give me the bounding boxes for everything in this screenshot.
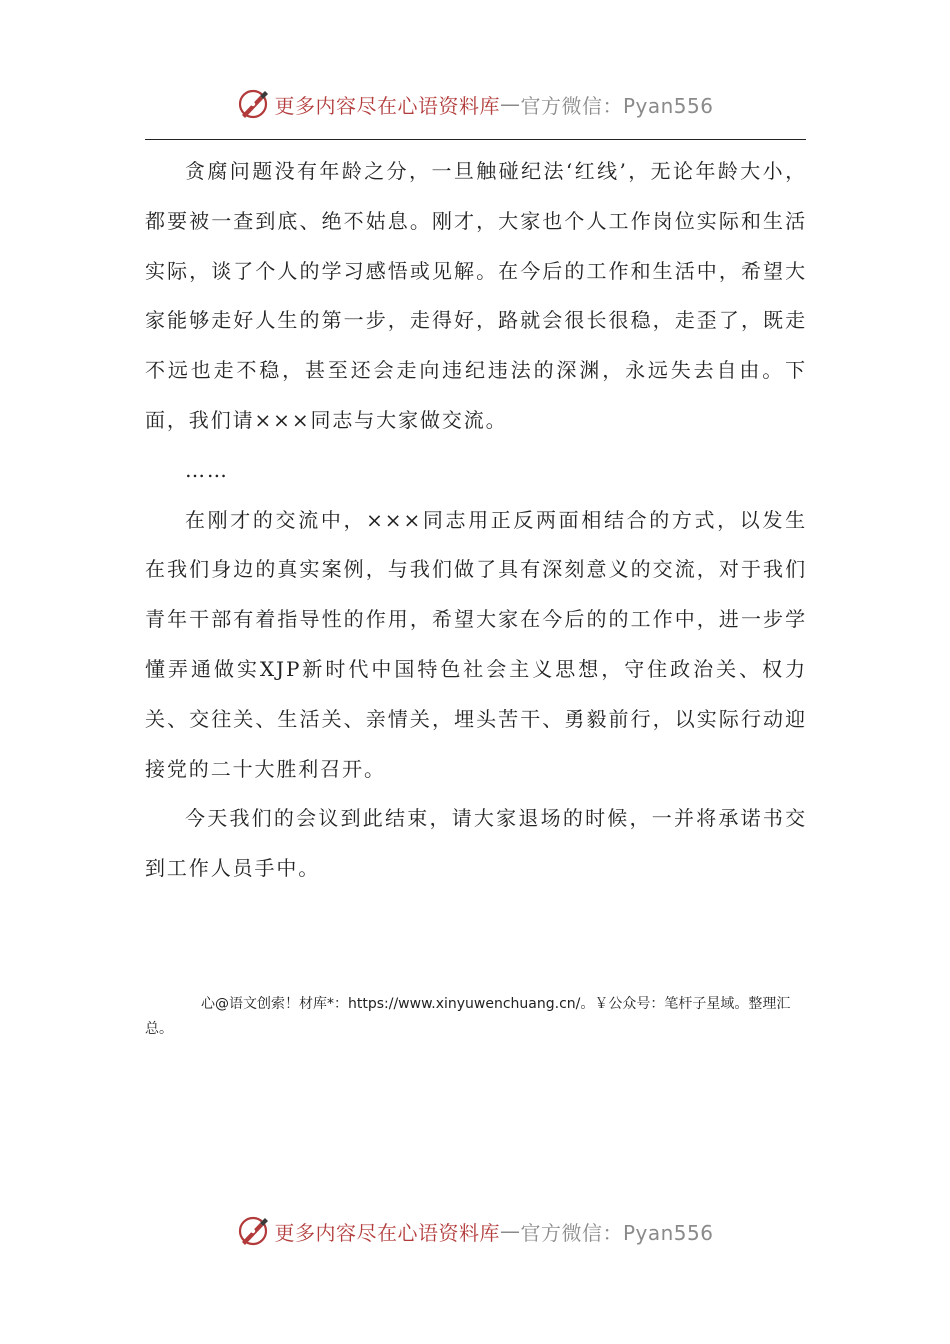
header-wechat-text: 官方微信：Pyan556 (520, 93, 714, 118)
paragraph-1: 贪腐问题没有年龄之分，一旦触碰纪法‘红线’，无论年龄大小，都要被一查到底、绝不姑息。刚才，大家也个人工作岗位实际和生活实际，谈了个人的学习感悟或见解。在今后的工作和生活中，希望大家能够走好人生的第一步，走得好，路就会很长很稳，走歪了，既走不远也走不稳，甚至还会走向违纪违法的深渊，永远失去自由。下面，我们请×××同志与大家做交流。 (145, 159, 807, 432)
source-note: 心@语文创索！材库*：https://www.xinyuwenchuang.cn/。￥公众号：笔杆子星域。整理汇总。 (145, 996, 791, 1037)
paragraph-ellipsis: …… (185, 457, 229, 482)
footer-banner (0, 1211, 950, 1251)
pen-logo-icon (236, 87, 270, 121)
header-brand-text: 更多内容尽在心语资料库 (274, 93, 500, 118)
pen-logo-icon (236, 1214, 270, 1248)
footer-brand-text: 更多内容尽在心语资料库 (274, 1220, 500, 1245)
paragraph-2: 在刚才的交流中，×××同志用正反两面相结合的方式，以发生在我们身边的真实案例，与我们做了具有深刻意义的交流，对于我们青年干部有着指导性的作用，希望大家在今后的的工作中，进一步学懂弄通做实XJP新时代中国特色社会主义思想，守住政治关、权力关、交往关、生活关、亲情关，埋头苦干、勇毅前行，以实际行动迎接党的二十大胜利召开。 (145, 507, 807, 781)
footer-wechat-text: 官方微信：Pyan556 (520, 1220, 714, 1245)
footer-dash: — (499, 1219, 521, 1243)
paragraph-3: 今天我们的会议到此结束，请大家退场的时候，一并将承诺书交到工作人员手中。 (145, 806, 807, 881)
header-dash: — (499, 92, 521, 116)
header-divider (145, 139, 806, 140)
document-body (145, 147, 807, 894)
header-banner (0, 84, 950, 124)
